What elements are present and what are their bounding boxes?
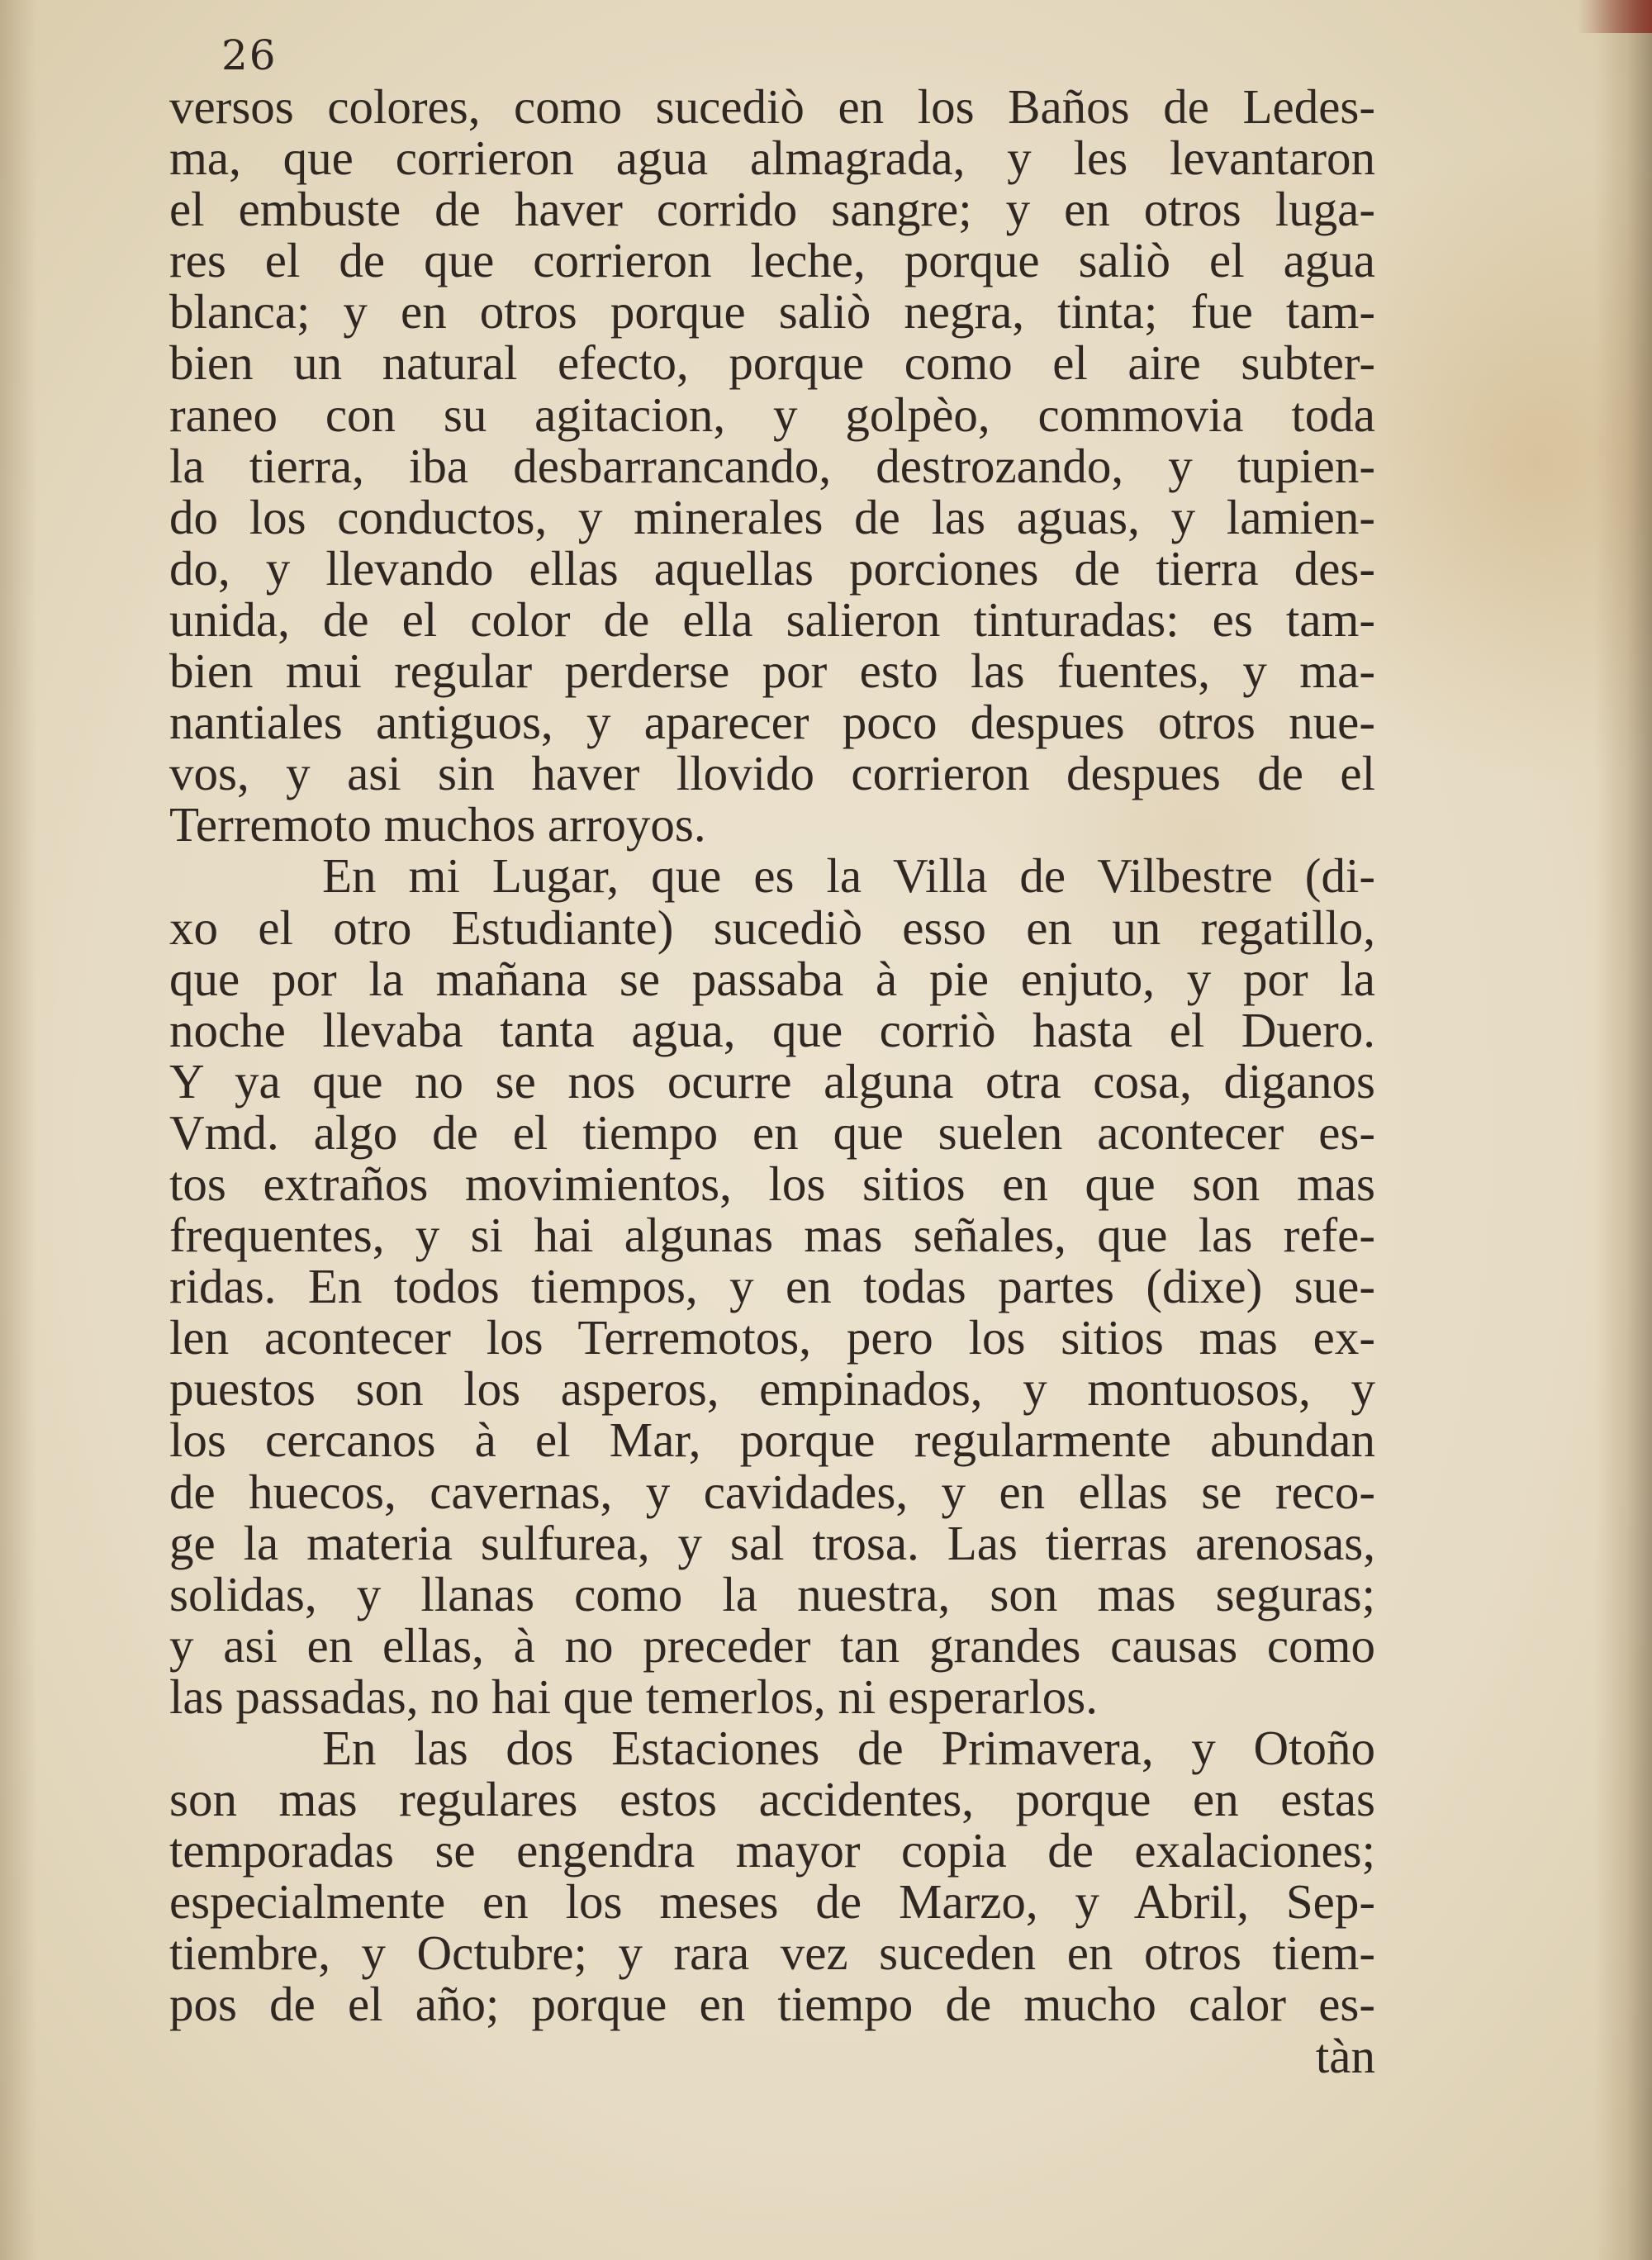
text-line: tiembre, y Octubre; y rara vez suceden en otros tiem- <box>169 1925 1375 1981</box>
text-line: len acontecer los Terremotos, pero los sitios mas ex- <box>169 1310 1375 1365</box>
paragraph-start: En las dos Estaciones de Primavera, y Otoño <box>322 1721 1375 1775</box>
text-line: tos extraños movimientos, los sitios en que son mas <box>169 1156 1375 1211</box>
binding-corner <box>1578 0 1652 33</box>
text-line: ge la materia sulfurea, y sal trosa. Las tierras arenosas, <box>169 1515 1375 1570</box>
text-line: frequentes, y si hai algunas mas señales, que las refe- <box>169 1208 1375 1263</box>
catchword: tàn <box>1315 2028 1375 2083</box>
text-line: do, y llevando ellas aquellas porciones de tierra des- <box>169 540 1375 596</box>
text-line: los cercanos à el Mar, porque regularmente abundan <box>169 1412 1375 1468</box>
page-shadow-left <box>0 0 37 2260</box>
text-line: ma, que corrieron agua almagrada, y les levantaron <box>169 131 1375 186</box>
text-line: temporadas se engendra mayor copia de exalaciones; <box>169 1823 1375 1878</box>
text-line: Terremoto muchos arroyos. <box>169 797 706 852</box>
text-line: pos de el año; porque en tiempo de mucho calor es- <box>169 1977 1375 2032</box>
text-line: nantiales antiguos, y aparecer poco despues otros nue- <box>169 695 1375 750</box>
text-line: de huecos, cavernas, y cavidades, y en ellas se reco- <box>169 1464 1375 1519</box>
text-line: Vmd. algo de el tiempo en que suelen acontecer es- <box>169 1104 1375 1160</box>
page-number: 26 <box>221 31 278 79</box>
text-line: bien mui regular perderse por esto las fuentes, y ma- <box>169 643 1375 699</box>
text-line: noche llevaba tanta agua, que corriò hasta el Duero. <box>169 1002 1375 1057</box>
text-line: el embuste de haver corrido sangre; y en otros luga- <box>169 182 1375 237</box>
body-text <box>169 81 1375 2082</box>
text-line: res el de que corrieron leche, porque saliò el agua <box>169 233 1375 288</box>
text-line: Y ya que no se nos ocurre alguna otra cosa, diganos <box>169 1053 1375 1109</box>
text-line: que por la mañana se passaba à pie enjuto, y por la <box>169 951 1375 1006</box>
text-line: vos, y asi sin haver llovido corrieron despues de el <box>169 746 1375 801</box>
text-line: las passadas, no hai que temerlos, ni esperarlos. <box>169 1669 1098 1724</box>
text-line: xo el otro Estudiante) sucediò esso en un regatillo, <box>169 900 1375 955</box>
text-line: ridas. En todos tiempos, y en todas partes (dixe) sue- <box>169 1259 1375 1314</box>
page-shadow-right <box>1594 0 1652 2260</box>
paragraph-start: En mi Lugar, que es la Villa de Vilbestre (di- <box>322 848 1375 904</box>
text-line: la tierra, iba desbarrancando, destrozando, y tupien- <box>169 438 1375 493</box>
text-line: bien un natural efecto, porque como el aire subter- <box>169 335 1375 391</box>
text-line: blanca; y en otros porque saliò negra, tinta; fue tam- <box>169 284 1375 339</box>
text-line: unida, de el color de ella salieron tinturadas: es tam- <box>169 591 1375 647</box>
text-line: solidas, y llanas como la nuestra, son mas seguras; <box>169 1566 1375 1621</box>
text-line: raneo con su agitacion, y golpèo, commovia toda <box>169 387 1375 442</box>
text-line: versos colores, como sucediò en los Baños de Ledes- <box>169 79 1375 134</box>
text-line: especialmente en los meses de Marzo, y Abril, Sep- <box>169 1874 1375 1930</box>
text-line: son mas regulares estos accidentes, porque en estas <box>169 1772 1375 1827</box>
text-line: do los conductos, y minerales de las aguas, y lamien- <box>169 489 1375 544</box>
text-line: y asi en ellas, à no preceder tan grandes causas como <box>169 1617 1375 1673</box>
text-line: puestos son los asperos, empinados, y montuosos, y <box>169 1361 1375 1417</box>
